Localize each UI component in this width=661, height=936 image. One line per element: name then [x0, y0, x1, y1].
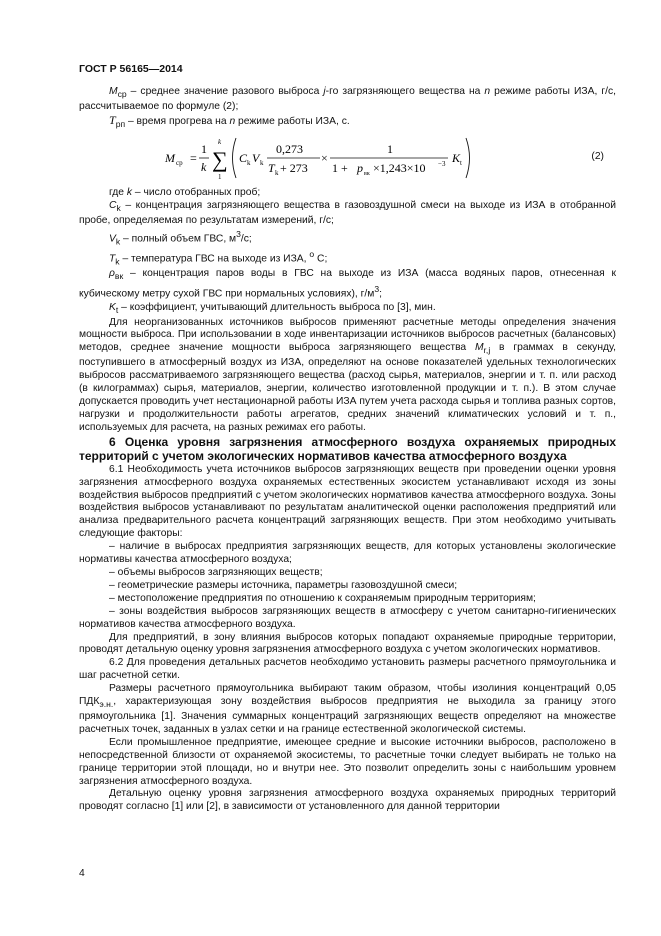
factor-item: – местоположение предприятия по отношению к сохраняемым природным территориям; [109, 592, 536, 604]
degree-sup: o [309, 248, 315, 259]
formula-num-1: 0,273 [276, 141, 303, 156]
var-n: n [484, 86, 491, 97]
where-p [79, 268, 616, 301]
var-m-sub: ср [117, 89, 127, 100]
paragraph-rectangle-sizes [79, 683, 616, 737]
formula-den-1: + 273 [280, 160, 308, 175]
where-ck [79, 200, 616, 228]
where-text: – коэффициент, учитывающий длительность выброса по [3], мин. [118, 301, 436, 313]
var-m: M [474, 342, 484, 354]
var-n: n [229, 115, 236, 127]
var-rho: ρ [109, 268, 115, 280]
formula-den-2b: ×1,243×10 [373, 160, 426, 175]
where-text: С; [314, 253, 328, 265]
paragraph-enterprises: Для предприятий, в зону влияния выбросов которых попадают охраняемые природные территории, проводят детальную оценку уровня загрязнения атмосферного воздуха с учетом экологических нормативов. [79, 631, 616, 656]
formula-k: k [201, 159, 207, 174]
formula-kt: K [452, 150, 461, 165]
var-v: V [109, 233, 116, 244]
standard-header: ГОСТ Р 56165—2014 [79, 63, 183, 75]
page-number: 4 [79, 868, 85, 879]
formula-right-paren [466, 138, 470, 178]
where-k [79, 187, 616, 200]
page-content [79, 86, 616, 814]
formula-sum-top: k [218, 137, 222, 146]
paragraph-text: Размеры расчетного прямоугольника выбирают таким образом, чтобы изолиния концентраций 0,05 ПДК [79, 683, 616, 708]
where-kt [79, 302, 616, 317]
formula-equals: = [190, 150, 197, 165]
var-t-sub: k [115, 256, 120, 267]
formula-2 [79, 135, 616, 181]
def-text: – время прогрева на [125, 115, 230, 127]
formula-sum-bottom: 1 [218, 172, 222, 181]
def-text: -го загрязняющего вещества на [325, 86, 485, 97]
where-text: – температура ГВС на выходе из ИЗА, [119, 253, 310, 265]
factor-item: – объемы выбросов загрязняющих веществ; [109, 567, 323, 579]
where-text: /с; [240, 233, 252, 244]
paragraph-text: , характеризующая зону воздействия выбросов предприятия не выходила за границу этого прямоугольника [1]. Значения суммарных концентраций загрязняющих веществ определяют на множестве расчетных точек, заданных в узлах сетки и на границе естественной экологической системы. [79, 696, 616, 735]
paragraph-6-1: 6.1 Необходимость учета источников выбросов загрязняющих веществ при проведении оценки уровня загрязнения атмосферного воздуха охраняемых естественных экосистем устанавливают исходя из зоны воздействия выбросов предприятий с учетом экологических нормативов качества атмосферного воздуха. Зоны воздействия выбросов устанавливают по результатам аналитической оценки расположения предприятий или анализа предварительного расчета концентраций загрязняющих веществ. При этом необходимо учитывать следующие факторы: [79, 463, 616, 540]
formula-tk-sub: k [275, 168, 279, 177]
formula-c-sub: k [247, 158, 251, 167]
var-k: k [126, 186, 133, 198]
formula-p-sub: вк [364, 170, 370, 177]
formula-lhs: M [165, 150, 175, 165]
formula-c: C [239, 150, 248, 165]
formula-lhs-sub: ср [176, 158, 183, 167]
var-t-sub: рп [115, 118, 126, 129]
pdk-sub: э.н. [99, 699, 114, 710]
formula-den-2a: 1 + [332, 160, 348, 175]
where-text: где [109, 186, 127, 198]
def-text: – среднее значение разового выброса [126, 86, 324, 97]
paragraph-unorganized-sources [79, 317, 616, 435]
where-tk [79, 248, 616, 268]
where-text: ; [379, 288, 383, 300]
paragraph-text: Для неорганизованных источников выбросов применяют расчетные методы определения значения мощности выброса. При использовании в ходе инвентаризации источников выбросов расчетных (балансовых) методов, среднее значение мощности выброса загрязняющего вещества [79, 316, 616, 354]
formula-exp: −3 [438, 159, 446, 168]
var-k-sub: t [115, 304, 119, 315]
unit-sup: 3 [236, 228, 241, 239]
where-text: – концентрация загрязняющего вещества в газовоздушной смеси на выходе из ИЗА в отобранной пробе, определяемая по результатам измерений, г/с; [79, 199, 616, 226]
var-m-sub: r,j [483, 345, 491, 356]
def-text: режиме работы ИЗА, г/с, рассчитываемое по формуле (2); [79, 86, 616, 112]
var-t: T [109, 112, 116, 127]
formula-v-sub: k [260, 158, 264, 167]
paragraph-text: в граммах в секунду, поступившего в атмосферный воздух из ИЗА, определяют на основе показателей удельных технологических выбросов рассматриваемого загрязняющего вещества (расход сырья, материалов, энергии и т. п. или расход (в килограммах) сырья, материалов, энергии, количество изготовленной продукции и т. п.). В этом случае допускается проводить учет нестационарной работы ИЗА путем учета расхода сырья и топлива разных сортов, нагрузки и продолжительности работы агрегатов, средних значений климатических условий и т. п., используемых для расчета, на разных режимах его работы. [79, 342, 616, 433]
formula-times: × [321, 150, 328, 165]
formula-v: V [252, 150, 260, 165]
var-c: C [109, 199, 117, 211]
where-text: – число отобранных проб; [132, 186, 261, 198]
var-v-sub: k [115, 236, 121, 247]
formula-left-paren [233, 138, 237, 178]
formula-p: p [357, 160, 363, 175]
paragraph-detailed-assessment: Детальную оценку уровня загрязнения атмосферного воздуха охраняемых природных территорий проводят согласно [1] или [2], в зависимости от установленного для данной территории [79, 788, 616, 813]
unit-sup: 3 [374, 284, 380, 295]
paragraph-industrial: Если промышленное предприятие, имеющее средние и высокие источники выбросов, расположено в непосредственной близости от охраняемой экосистемы, то расчетные точки следует выбирать не только на границе территории этой площади, но и внутри нее. Это позволит определить зоны с наибольшим уровнем загрязнения атмосферного воздуха. [79, 736, 616, 787]
var-j: j [323, 86, 326, 97]
def-text: режиме работы ИЗА, с. [235, 115, 350, 127]
formula-tk: T [268, 160, 275, 175]
formula-num-2: 1 [387, 141, 393, 156]
var-rho-sub: вк [114, 271, 124, 282]
formula-kt-sub: t [460, 158, 462, 167]
section-6-heading: 6 Оценка уровня загрязнения атмосферного воздуха охраняемых природных территорий с учетом экологических нормативов качества атмосферного воздуха [79, 434, 616, 464]
factor-item: – зоны воздействия выбросов загрязняющих веществ в атмосферу с учетом санитарно-гигиенических нормативов качества атмосферного воздуха. [79, 605, 616, 630]
definition-t-warmup [79, 114, 616, 131]
var-k: K [109, 301, 116, 313]
factor-item: – геометрические размеры источника, параметры газовоздушной смеси; [109, 579, 458, 591]
factor-item: – наличие в выбросах предприятия загрязняющих веществ, для которых установлены экологические нормативы качества атмосферного воздуха; [79, 541, 616, 566]
definition-m-avg [79, 86, 616, 114]
var-c-sub: k [116, 202, 121, 213]
formula-one: 1 [201, 141, 207, 156]
formula-graphic [163, 135, 483, 181]
where-text: – полный объем ГВС, м [120, 233, 237, 244]
var-m: M [109, 86, 118, 97]
paragraph-6-2: 6.2 Для проведения детальных расчетов необходимо установить размеры расчетного прямоугольника и шаг расчетной сетки. [79, 657, 616, 682]
var-t: T [109, 253, 116, 265]
where-vk [79, 228, 616, 248]
formula-number: (2) [591, 150, 604, 162]
formula-sum-sign: ∑ [212, 146, 228, 172]
where-text: – концентрация паров воды в ГВС на выходе из ИЗА (масса водяных паров, отнесенная к кубическому метру сухой ГВС при нормальных условиях), г/м [79, 268, 616, 300]
